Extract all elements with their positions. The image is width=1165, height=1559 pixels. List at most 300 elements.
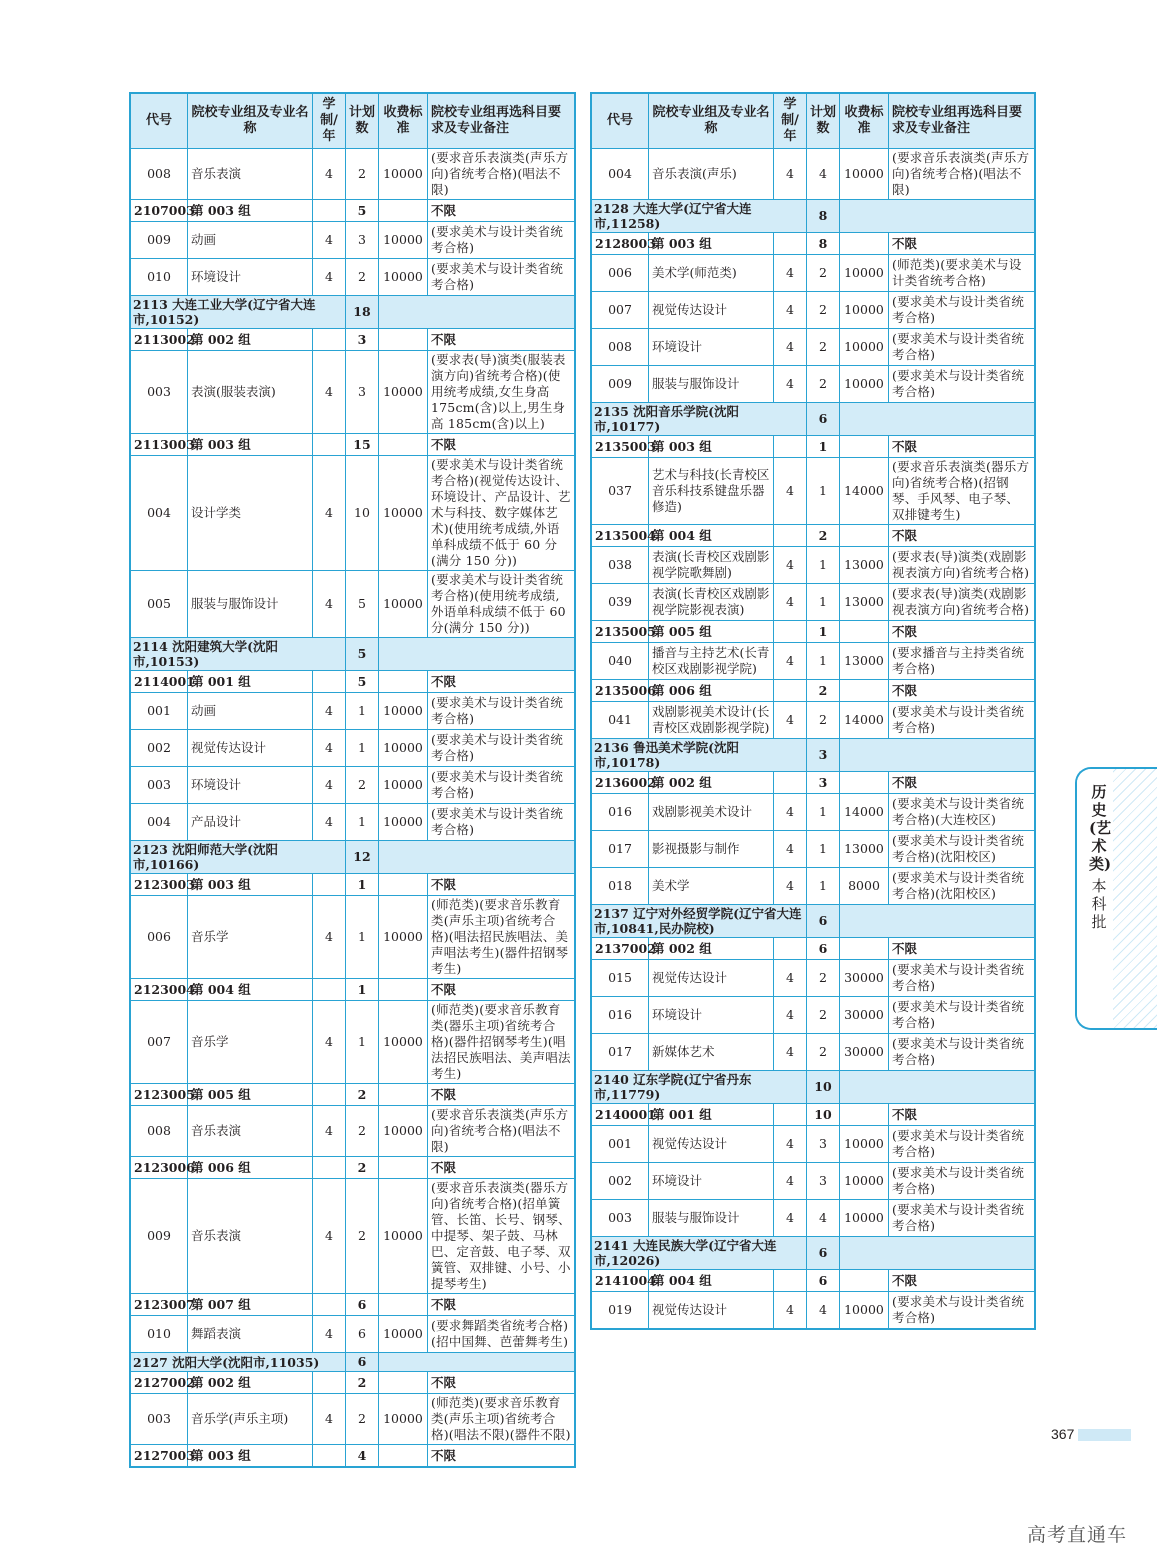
group-name: 第 006 组	[649, 680, 774, 702]
school-row	[591, 739, 1035, 772]
major-row	[130, 1001, 575, 1084]
major-name: 服装与服饰设计	[649, 1200, 774, 1237]
major-plan: 3	[346, 222, 379, 259]
major-code: 002	[591, 1163, 649, 1200]
major-note: (要求美术与设计类省统考合格)(沈阳校区)	[889, 831, 1036, 868]
major-years: 4	[313, 730, 346, 767]
major-note: (师范类)(要求音乐教育类(器乐主项)省统考合格)(器件招钢琴考生)(唱法招民族唱法、美声唱法考生)	[428, 1001, 576, 1084]
major-code: 009	[591, 366, 649, 403]
major-note: (要求美术与设计类省统考合格)(大连校区)	[889, 794, 1036, 831]
school-name: 2114 沈阳建筑大学(沈阳市,10153)	[130, 638, 346, 671]
major-plan: 2	[807, 255, 840, 292]
major-row	[130, 896, 575, 979]
group-note: 不限	[889, 938, 1036, 960]
major-code: 009	[130, 1179, 188, 1294]
major-fee: 10000	[379, 259, 428, 296]
major-row	[591, 794, 1035, 831]
major-fee: 10000	[379, 896, 428, 979]
group-years	[774, 680, 807, 702]
school-row	[591, 1237, 1035, 1270]
group-name: 第 006 组	[188, 1157, 313, 1179]
major-fee: 14000	[840, 458, 889, 525]
major-note: (师范类)(要求音乐教育类(声乐主项)省统考合格)(唱法招民族唱法、美声唱法考生)(器件招钢琴考生)	[428, 896, 576, 979]
group-code: 2137002	[591, 938, 649, 960]
major-years: 4	[774, 149, 807, 200]
group-code: 2127003	[130, 1445, 188, 1468]
major-plan: 2	[807, 960, 840, 997]
group-note: 不限	[889, 1270, 1036, 1292]
group-note: 不限	[889, 621, 1036, 643]
group-plan: 1	[807, 436, 840, 458]
header-note: 院校专业组再选科目要求及专业备注	[428, 93, 576, 149]
major-code: 017	[591, 1034, 649, 1071]
major-code: 001	[130, 693, 188, 730]
major-code: 003	[130, 351, 188, 434]
major-code: 004	[591, 149, 649, 200]
major-years: 4	[774, 1292, 807, 1330]
major-fee: 10000	[379, 693, 428, 730]
major-plan: 10	[346, 456, 379, 571]
major-name: 服装与服饰设计	[188, 571, 313, 638]
major-years: 4	[313, 1179, 346, 1294]
major-row	[130, 1179, 575, 1294]
group-fee	[379, 1372, 428, 1394]
group-note: 不限	[428, 434, 576, 456]
header-name: 院校专业组及专业名称	[188, 93, 313, 149]
school-plan: 18	[346, 296, 379, 329]
school-filler	[379, 296, 576, 329]
table-body-left	[130, 149, 575, 1468]
major-code: 041	[591, 702, 649, 739]
major-row	[591, 1292, 1035, 1330]
major-note: (要求美术与设计类省统考合格)	[428, 730, 576, 767]
major-fee: 14000	[840, 702, 889, 739]
major-note: (要求美术与设计类省统考合格)	[889, 366, 1036, 403]
group-plan: 1	[807, 621, 840, 643]
major-row	[591, 997, 1035, 1034]
major-name: 视觉传达设计	[649, 1126, 774, 1163]
side-tab-text	[1089, 783, 1112, 931]
major-code: 008	[130, 149, 188, 200]
group-row	[591, 772, 1035, 794]
school-plan: 6	[346, 1353, 379, 1372]
major-code: 004	[130, 804, 188, 841]
school-filler	[840, 739, 1036, 772]
major-fee: 10000	[840, 292, 889, 329]
school-filler	[840, 1071, 1036, 1104]
major-row	[130, 149, 575, 200]
major-name: 动画	[188, 222, 313, 259]
major-years: 4	[313, 351, 346, 434]
major-note: (要求美术与设计类省统考合格)	[889, 292, 1036, 329]
group-years	[313, 671, 346, 693]
group-code: 2128003	[591, 233, 649, 255]
major-code: 010	[130, 1316, 188, 1353]
side-tab-sub-label: 本科批	[1091, 877, 1107, 931]
table-header-row	[591, 93, 1035, 149]
major-name: 视觉传达设计	[188, 730, 313, 767]
side-tab-main-label: 历史(艺术类)	[1089, 783, 1112, 873]
major-years: 4	[774, 1126, 807, 1163]
group-code: 2107003	[130, 200, 188, 222]
major-years: 4	[774, 997, 807, 1034]
group-plan: 3	[807, 772, 840, 794]
major-years: 4	[313, 1316, 346, 1353]
group-row	[591, 680, 1035, 702]
major-fee: 14000	[840, 794, 889, 831]
group-code: 2136002	[591, 772, 649, 794]
group-note: 不限	[428, 671, 576, 693]
group-fee	[379, 1445, 428, 1468]
school-filler	[840, 403, 1036, 436]
major-fee: 13000	[840, 643, 889, 680]
header-plan: 计划数	[346, 93, 379, 149]
group-years	[313, 1157, 346, 1179]
group-row	[130, 1372, 575, 1394]
group-name: 第 002 组	[188, 1372, 313, 1394]
major-years: 4	[313, 456, 346, 571]
major-note: (要求美术与设计类省统考合格)	[889, 1034, 1036, 1071]
major-fee: 10000	[379, 456, 428, 571]
major-note: (要求美术与设计类省统考合格)	[889, 1292, 1036, 1330]
group-years	[774, 1104, 807, 1126]
group-fee	[379, 671, 428, 693]
school-name: 2140 辽东学院(辽宁省丹东市,11779)	[591, 1071, 807, 1104]
major-plan: 1	[346, 730, 379, 767]
major-name: 视觉传达设计	[649, 1292, 774, 1330]
major-row	[591, 960, 1035, 997]
group-plan: 15	[346, 434, 379, 456]
major-row	[130, 456, 575, 571]
group-years	[774, 436, 807, 458]
major-row	[591, 329, 1035, 366]
group-code: 2113003	[130, 434, 188, 456]
major-note: (要求音乐表演类(器乐方向)省统考合格)(招单簧管、长笛、长号、钢琴、中提琴、架子鼓、马林巴、定音鼓、电子琴、双簧管、双排键、小号、小提琴考生)	[428, 1179, 576, 1294]
school-name: 2127 沈阳大学(沈阳市,11035)	[130, 1353, 346, 1372]
school-name: 2123 沈阳师范大学(沈阳市,10166)	[130, 841, 346, 874]
group-fee	[840, 1104, 889, 1126]
school-name: 2141 大连民族大学(辽宁省大连市,12026)	[591, 1237, 807, 1270]
group-code: 2113002	[130, 329, 188, 351]
major-plan: 2	[346, 1106, 379, 1157]
major-fee: 10000	[840, 329, 889, 366]
group-code: 2135004	[591, 525, 649, 547]
group-fee	[379, 979, 428, 1001]
group-code: 2140001	[591, 1104, 649, 1126]
group-plan: 4	[346, 1445, 379, 1468]
major-plan: 2	[346, 1179, 379, 1294]
major-fee: 10000	[379, 1394, 428, 1445]
major-years: 4	[774, 868, 807, 905]
major-years: 4	[313, 1001, 346, 1084]
major-name: 舞蹈表演	[188, 1316, 313, 1353]
major-code: 019	[591, 1292, 649, 1330]
group-plan: 2	[346, 1157, 379, 1179]
group-note: 不限	[889, 436, 1036, 458]
group-row	[130, 1084, 575, 1106]
major-name: 环境设计	[649, 1163, 774, 1200]
school-row	[591, 905, 1035, 938]
major-code: 039	[591, 584, 649, 621]
group-code: 2141004	[591, 1270, 649, 1292]
school-row	[130, 296, 575, 329]
school-plan: 12	[346, 841, 379, 874]
group-fee	[379, 1294, 428, 1316]
group-years	[774, 233, 807, 255]
major-name: 音乐表演	[188, 1179, 313, 1294]
table-body-right	[591, 149, 1035, 1330]
major-fee: 10000	[379, 730, 428, 767]
major-plan: 3	[346, 351, 379, 434]
major-years: 4	[774, 960, 807, 997]
major-name: 戏剧影视美术设计	[649, 794, 774, 831]
header-years: 学制/年	[774, 93, 807, 149]
major-plan: 2	[807, 997, 840, 1034]
major-row	[130, 693, 575, 730]
major-row	[130, 767, 575, 804]
major-fee: 10000	[379, 1179, 428, 1294]
major-fee: 10000	[379, 222, 428, 259]
group-code: 2135005	[591, 621, 649, 643]
group-fee	[840, 621, 889, 643]
major-name: 美术学	[649, 868, 774, 905]
school-row	[130, 638, 575, 671]
group-years	[313, 200, 346, 222]
major-note: (要求美术与设计类省统考合格)	[428, 222, 576, 259]
group-name: 第 003 组	[188, 874, 313, 896]
major-code: 018	[591, 868, 649, 905]
major-fee: 10000	[379, 149, 428, 200]
major-row	[591, 1200, 1035, 1237]
group-years	[774, 525, 807, 547]
major-fee: 10000	[840, 1292, 889, 1330]
major-code: 016	[591, 794, 649, 831]
major-code: 003	[130, 767, 188, 804]
major-note: (要求美术与设计类省统考合格)	[889, 1200, 1036, 1237]
group-name: 第 003 组	[188, 1445, 313, 1468]
group-plan: 10	[807, 1104, 840, 1126]
major-years: 4	[313, 149, 346, 200]
group-fee	[840, 772, 889, 794]
major-note: (要求美术与设计类省统考合格)(使用统考成绩,外语单科成绩不低于 60 分(满分 150 分))	[428, 571, 576, 638]
group-row	[130, 874, 575, 896]
major-name: 环境设计	[188, 767, 313, 804]
group-years	[313, 874, 346, 896]
major-row	[591, 702, 1035, 739]
group-years	[774, 621, 807, 643]
group-name: 第 002 组	[188, 329, 313, 351]
school-row	[130, 1353, 575, 1372]
major-row	[591, 458, 1035, 525]
school-name: 2137 辽宁对外经贸学院(辽宁省大连市,10841,民办院校)	[591, 905, 807, 938]
major-fee: 30000	[840, 1034, 889, 1071]
major-plan: 6	[346, 1316, 379, 1353]
major-row	[591, 547, 1035, 584]
major-note: (要求美术与设计类省统考合格)	[889, 997, 1036, 1034]
group-years	[313, 329, 346, 351]
group-name: 第 002 组	[649, 938, 774, 960]
major-code: 038	[591, 547, 649, 584]
major-fee: 10000	[840, 149, 889, 200]
group-note: 不限	[428, 874, 576, 896]
group-name: 第 004 组	[649, 525, 774, 547]
major-row	[591, 255, 1035, 292]
major-plan: 4	[807, 1292, 840, 1330]
major-name: 环境设计	[649, 997, 774, 1034]
group-plan: 8	[807, 233, 840, 255]
major-plan: 2	[807, 292, 840, 329]
major-note: (要求美术与设计类省统考合格)	[428, 804, 576, 841]
major-years: 4	[774, 584, 807, 621]
school-name: 2135 沈阳音乐学院(沈阳市,10177)	[591, 403, 807, 436]
major-plan: 2	[807, 1034, 840, 1071]
major-code: 006	[591, 255, 649, 292]
major-name: 音乐表演(声乐)	[649, 149, 774, 200]
major-name: 表演(长青校区戏剧影视学院歌舞剧)	[649, 547, 774, 584]
major-fee: 8000	[840, 868, 889, 905]
group-years	[774, 938, 807, 960]
major-name: 动画	[188, 693, 313, 730]
major-name: 音乐学(声乐主项)	[188, 1394, 313, 1445]
major-plan: 2	[807, 329, 840, 366]
group-name: 第 003 组	[188, 434, 313, 456]
group-row	[591, 621, 1035, 643]
major-note: (要求音乐表演类(器乐方向)省统考合格)(招钢琴、手风琴、电子琴、双排键考生)	[889, 458, 1036, 525]
major-plan: 1	[807, 458, 840, 525]
major-plan: 5	[346, 571, 379, 638]
group-row	[130, 434, 575, 456]
header-name: 院校专业组及专业名称	[649, 93, 774, 149]
major-note: (要求播音与主持类省统考合格)	[889, 643, 1036, 680]
major-row	[130, 804, 575, 841]
school-filler	[840, 905, 1036, 938]
group-row	[591, 233, 1035, 255]
major-code: 004	[130, 456, 188, 571]
major-name: 环境设计	[188, 259, 313, 296]
major-note: (要求美术与设计类省统考合格)	[428, 767, 576, 804]
major-plan: 2	[807, 366, 840, 403]
group-row	[591, 1270, 1035, 1292]
major-years: 4	[774, 1034, 807, 1071]
admission-table-right	[590, 92, 1036, 1330]
major-row	[130, 351, 575, 434]
major-plan: 1	[807, 868, 840, 905]
major-fee: 13000	[840, 547, 889, 584]
group-row	[130, 1445, 575, 1468]
major-note: (要求美术与设计类省统考合格)	[889, 329, 1036, 366]
school-row	[130, 841, 575, 874]
major-plan: 1	[807, 831, 840, 868]
group-years	[774, 1270, 807, 1292]
group-fee	[379, 874, 428, 896]
major-row	[591, 584, 1035, 621]
major-fee: 10000	[840, 1200, 889, 1237]
group-code: 2123003	[130, 874, 188, 896]
major-years: 4	[774, 255, 807, 292]
group-fee	[379, 1157, 428, 1179]
major-name: 新媒体艺术	[649, 1034, 774, 1071]
major-plan: 4	[807, 149, 840, 200]
major-note: (要求音乐表演类(声乐方向)省统考合格)(唱法不限)	[428, 1106, 576, 1157]
major-code: 009	[130, 222, 188, 259]
admission-table-left	[129, 92, 576, 1468]
major-fee: 13000	[840, 584, 889, 621]
watermark: 高考直通车	[1027, 1524, 1128, 1546]
table-header-row	[130, 93, 575, 149]
major-note: (要求美术与设计类省统考合格)	[428, 259, 576, 296]
major-fee: 10000	[379, 1106, 428, 1157]
group-years	[313, 1445, 346, 1468]
group-plan: 2	[346, 1372, 379, 1394]
major-row	[591, 643, 1035, 680]
major-code: 007	[591, 292, 649, 329]
school-filler	[379, 841, 576, 874]
school-plan: 6	[807, 905, 840, 938]
header-fee: 收费标准	[379, 93, 428, 149]
major-fee: 13000	[840, 831, 889, 868]
major-code: 007	[130, 1001, 188, 1084]
major-name: 戏剧影视美术设计(长青校区戏剧影视学院)	[649, 702, 774, 739]
major-name: 美术学(师范类)	[649, 255, 774, 292]
major-row	[591, 868, 1035, 905]
major-code: 001	[591, 1126, 649, 1163]
major-fee: 10000	[379, 804, 428, 841]
major-code: 037	[591, 458, 649, 525]
school-filler	[840, 1237, 1036, 1270]
section-side-tab	[1075, 767, 1157, 1030]
major-row	[130, 222, 575, 259]
group-note: 不限	[428, 329, 576, 351]
header-code: 代号	[130, 93, 188, 149]
school-plan: 6	[807, 403, 840, 436]
group-fee	[379, 434, 428, 456]
group-plan: 5	[346, 671, 379, 693]
major-years: 4	[774, 547, 807, 584]
group-note: 不限	[889, 233, 1036, 255]
group-name: 第 004 组	[649, 1270, 774, 1292]
group-name: 第 007 组	[188, 1294, 313, 1316]
group-row	[591, 525, 1035, 547]
school-name: 2128 大连大学(辽宁省大连市,11258)	[591, 200, 807, 233]
major-years: 4	[313, 693, 346, 730]
group-name: 第 002 组	[649, 772, 774, 794]
school-row	[591, 403, 1035, 436]
group-code: 2123004	[130, 979, 188, 1001]
group-years	[313, 1084, 346, 1106]
school-name: 2113 大连工业大学(辽宁省大连市,10152)	[130, 296, 346, 329]
major-years: 4	[774, 643, 807, 680]
group-row	[130, 200, 575, 222]
group-code: 2123005	[130, 1084, 188, 1106]
major-note: (要求美术与设计类省统考合格)	[889, 1126, 1036, 1163]
group-code: 2135003	[591, 436, 649, 458]
group-row	[591, 938, 1035, 960]
right-column	[590, 92, 1036, 1330]
major-row	[130, 571, 575, 638]
major-code: 040	[591, 643, 649, 680]
group-code: 2114001	[130, 671, 188, 693]
group-row	[130, 329, 575, 351]
major-code: 010	[130, 259, 188, 296]
group-code: 2123006	[130, 1157, 188, 1179]
major-years: 4	[774, 831, 807, 868]
group-note: 不限	[889, 772, 1036, 794]
major-note: (要求美术与设计类省统考合格)(沈阳校区)	[889, 868, 1036, 905]
group-note: 不限	[889, 525, 1036, 547]
major-years: 4	[313, 259, 346, 296]
group-fee	[840, 436, 889, 458]
group-row	[130, 1157, 575, 1179]
